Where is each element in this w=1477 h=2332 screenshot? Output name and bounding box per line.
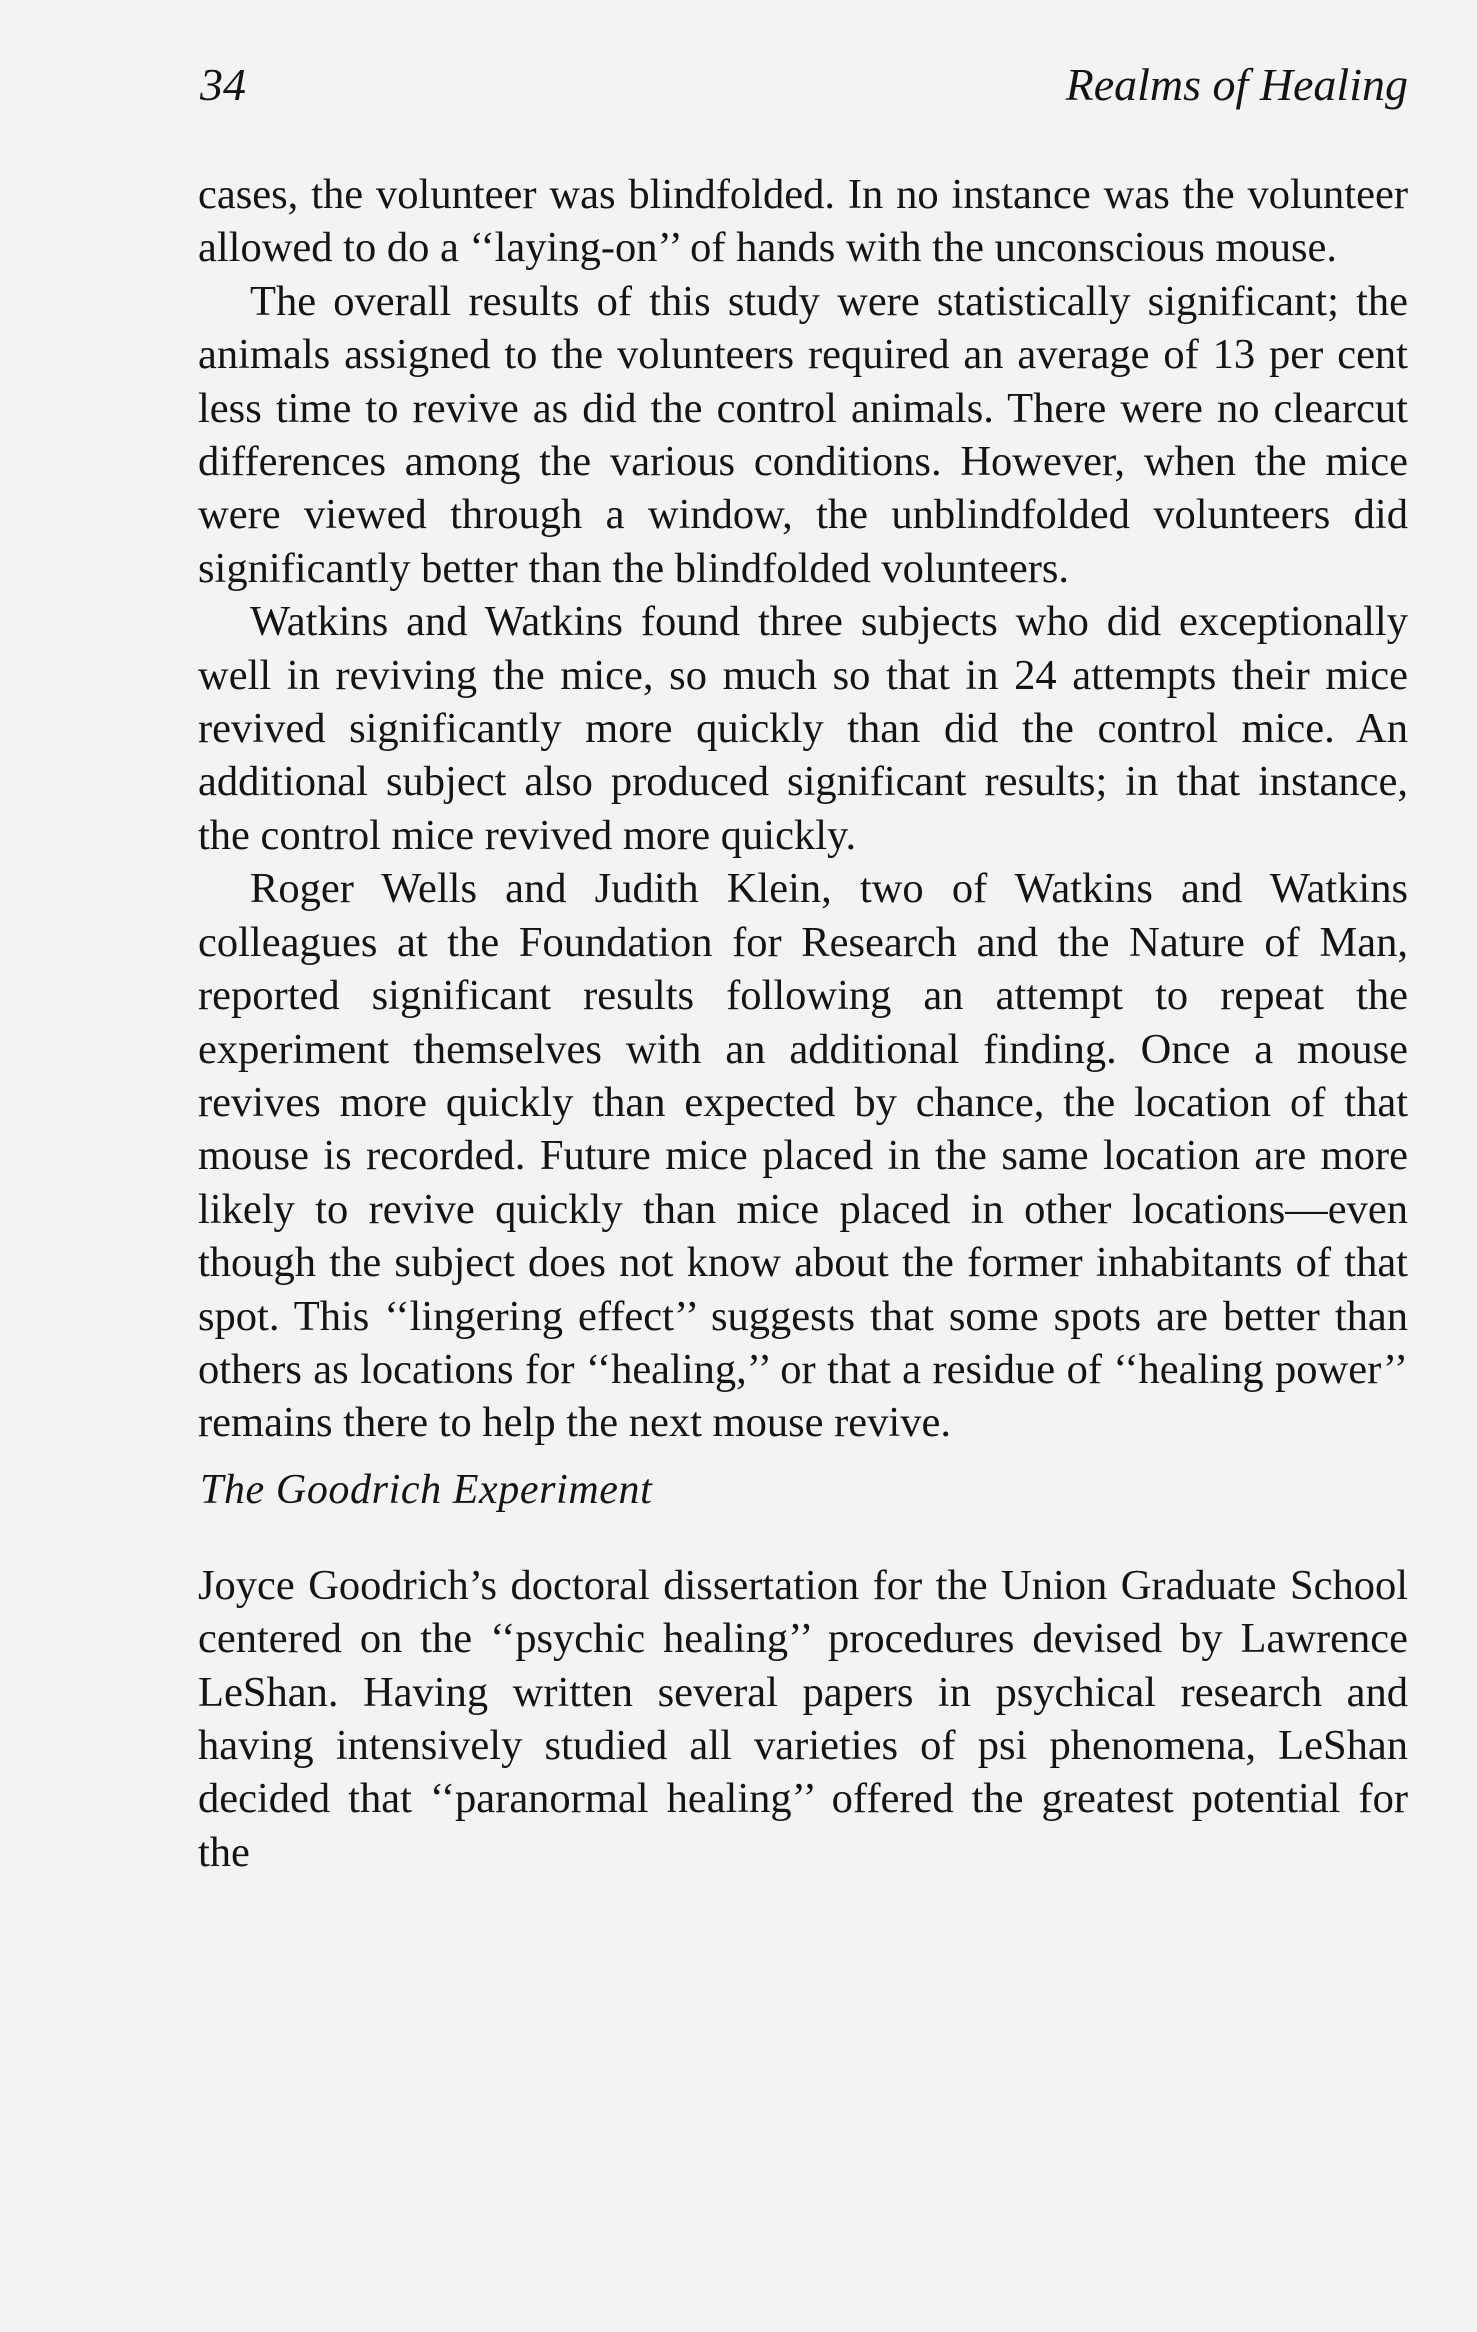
running-head bbox=[200, 58, 1408, 118]
paragraph-watkins-findings: Watkins and Watkins found three subjects who did exceptionally well in reviving the mice, so much so that in 24 attempts their mice revived significantly more quickly than did the control mice. An additional subject also produced significant results; in that instance, the control mice revived more quickly. bbox=[198, 598, 1408, 859]
running-title: Realms of Healing bbox=[1065, 59, 1408, 110]
paragraph-overall-results: The overall results of this study were statistically significant; the animals assigned to the volunteers required an average of 13 per cent less time to revive as did the control animals. There were no clearcut differences among the various conditions. However, when the mice were viewed through a window, the unblindfolded volunteers did significantly better than the blindfolded volunteers. bbox=[198, 277, 1408, 592]
section-heading: The Goodrich Experiment bbox=[200, 1466, 653, 1513]
paragraph-goodrich: Joyce Goodrich’s doctoral dissertation for the Union Graduate School centered on the ‘‘psychic healing’’ procedures devised by Lawrence LeShan. Having written several papers in psychical research and having intensively studied all varieties of psi phenomena, LeShan decided that ‘‘paranormal healing’’ offered the greatest potential for the bbox=[198, 1561, 1408, 1876]
page-number: 34 bbox=[200, 59, 246, 110]
body-text bbox=[198, 168, 1408, 1879]
paragraph-wells-klein: Roger Wells and Judith Klein, two of Watkins and Watkins colleagues at the Foundation for Research and the Nature of Man, reported significant results following an attempt to repeat the experiment themselves with an additional finding. Once a mouse revives more quickly than expected by chance, the location of that mouse is recorded. Future mice placed in the same location are more likely to revive quickly than mice placed in other locations—even though the subject does not know about the former inhabitants of that spot. This ‘‘lingering effect’’ suggests that some spots are better than others as locations for ‘‘healing,’’ or that a residue of ‘‘healing power’’ remains there to help the next mouse revive. bbox=[198, 865, 1408, 1447]
paragraph-continuation: cases, the volunteer was blindfolded. In no instance was the volunteer allowed to do a ‘‘laying-on’’ of hands with the unconscious mouse. bbox=[198, 171, 1408, 272]
